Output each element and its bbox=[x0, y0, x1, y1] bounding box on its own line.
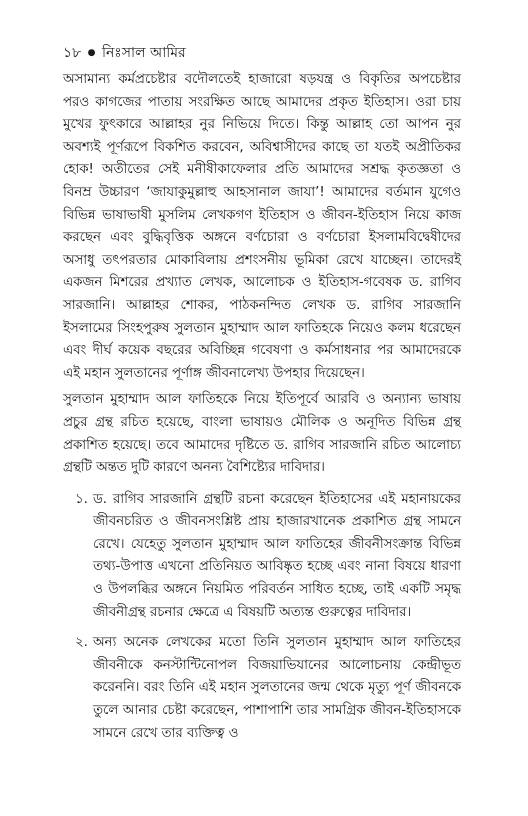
page-number: ১৮ bbox=[63, 45, 82, 61]
list-item-text: অন্য অনেক লেখকের মতো তিনি সুলতান মুহাম্মাদ আল ফাতিহের জীবনীকে কনস্টান্টিনোপল বিজয়াভিযানের আলোচনায় কেন্দ্রীভূত করেননি। বরং তিনি এই মহান সুলতানের জন্ম থেকে মৃত্যু পূর্ণ জীবনকে তুলে আনার চেষ্টা করেছেন, পাশাপাশি তার সামগ্রিক জীবন-ইতিহাসকে সামনে রেখে তার ব্যক্তিত্ব ও bbox=[93, 635, 461, 741]
list-item-number: ২. bbox=[75, 635, 88, 651]
page-body bbox=[63, 69, 461, 745]
header-separator: ● bbox=[87, 48, 96, 58]
page-header bbox=[63, 44, 186, 62]
list-item-text: ড. রাগিব সারজানি গ্রন্থটি রচনা করেছেন ইতিহাসের এই মহানায়কের জীবনচরিত ও জীবনসংশ্লিষ্ট প্রায় হাজারখানেক প্রকাশিত গ্রন্থ সামনে রেখে। যেহেতু সুলতান মুহাম্মাদ আল ফাতিহের জীবনীসংক্রান্ত বিভিন্ন তথ্য-উপাত্ত এখনো প্রতিনিয়ত আবিষ্কৃত হচ্ছে এবং নানা বিষয়ে ধারণা ও উপলব্ধির অঙ্গনে নিয়মিত পরিবর্তন সাধিত হচ্ছে, তাই একটি সমৃদ্ধ জীবনীগ্রন্থ রচনার ক্ষেত্রে এ বিষয়টি অত্যন্ত গুরুত্বের দাবিদার। bbox=[93, 491, 461, 620]
numbered-list bbox=[63, 489, 461, 746]
book-title: নিঃসাল আমির bbox=[101, 45, 186, 61]
list-item-number: ১. bbox=[75, 491, 88, 507]
body-paragraph: সুলতান মুহাম্মাদ আল ফাতিহকে নিয়ে ইতিপূর্বে আরবি ও অন্যান্য ভাষায় প্রচুর গ্রন্থ রচিত হয়েছে, বাংলা ভাষায়ও মৌলিক ও অনূদিত বিভিন্ন গ্রন্থ প্রকাশিত হয়েছে। তবে আমাদের দৃষ্টিতে ড. রাগিব সারজানি রচিত আলোচ্য গ্রন্থটি অন্তত দুটি কারণে অনন্য বৈশিষ্ট্যের দাবিদার। bbox=[63, 392, 461, 476]
list-item bbox=[63, 489, 461, 625]
list-item bbox=[63, 632, 461, 745]
body-paragraph: অসামান্য কর্মপ্রচেষ্টার বদৌলতেই হাজারো ষড়যন্ত্র ও বিকৃতির অপচেষ্টার পরও কাগজের পাতায় সংরক্ষিত আছে আমাদের প্রকৃত ইতিহাস। ওরা চায় মুখের ফুৎকারে আল্লাহর নুর নিভিয়ে দিতে। কিন্তু আল্লাহ তো আপন নুর অবশ্যই পূর্ণরূপে বিকশিত করবেন, অবিশ্বাসীদের কাছে তা যতই অপ্রীতিকর হোক! অতীতের সেই মনীষীকাফেলার প্রতি আমাদের সশ্রদ্ধ কৃতজ্ঞতা ও বিনম্র উচ্চারণ ‘জাযাকুমুল্লাহু আহসানাল জাযা’! আমাদের বর্তমান যুগেও বিভিন্ন ভাষাভাষী মুসলিম লেখকগণ ইতিহাস ও জীবন-ইতিহাস নিয়ে কাজ করছেন এবং বুদ্ধিবৃত্তিক অঙ্গনে বর্ণচোরা ও বর্ণচোরা ইসলামবিদ্বেষীদের অসাধু তৎপরতার মোকাবিলায় প্রশংসনীয় ভূমিকা রেখে যাচ্ছেন। তাদেরই একজন মিশরের প্রখ্যাত লেখক, আলোচক ও ইতিহাস-গবেষক ড. রাগিব সারজানি। আল্লাহর শোকর, পাঠকনন্দিত লেখক ড. রাগিব সারজানি ইসলামের সিংহপুরুষ সুলতান মুহাম্মাদ আল ফাতিহকে নিয়েও কলম ধরেছেন এবং দীর্ঘ কয়েক বছরের অবিচ্ছিন্ন গবেষণা ও কর্মসাধনার পর আমাদেরকে এই মহান সুলতানের পূর্ণাঙ্গ জীবনালেখ্য উপহার দিয়েছেন। bbox=[63, 72, 461, 381]
